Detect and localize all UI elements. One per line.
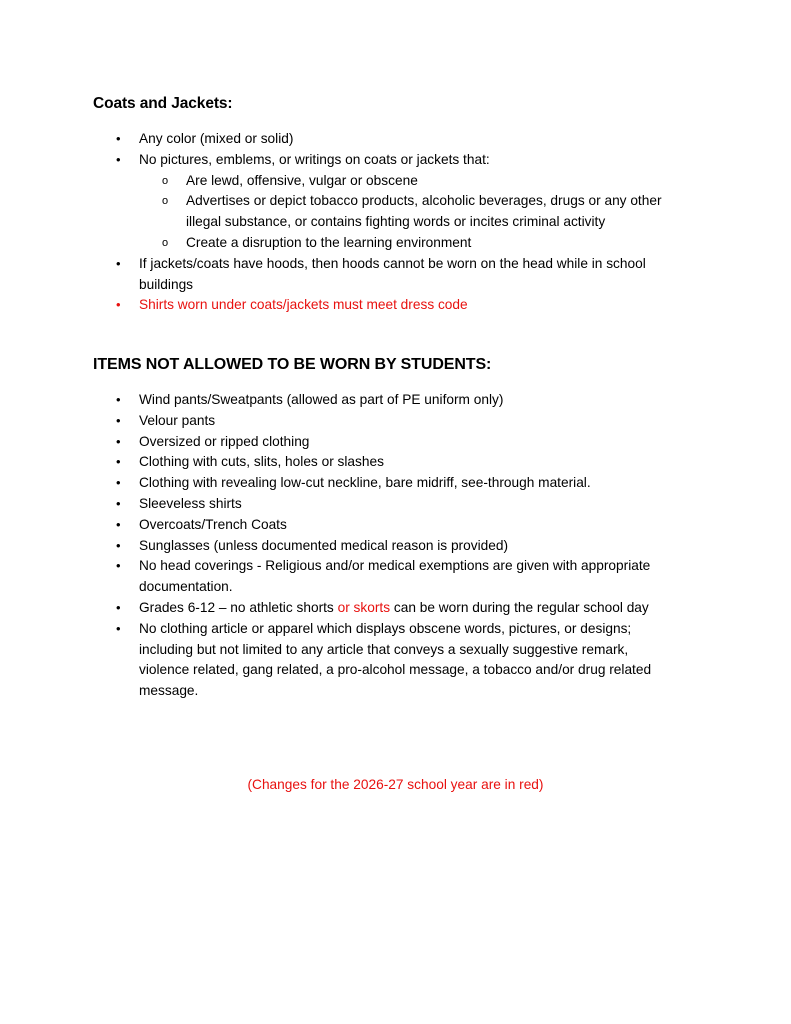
list-item — [0, 473, 791, 494]
list-item — [0, 390, 791, 411]
list-item-text-after: can be worn during the regular school day — [390, 599, 649, 615]
list-item-text: Velour pants — [139, 412, 216, 428]
changes-note-text: (Changes for the 2026-27 school year are in red) — [247, 777, 544, 792]
list-item-text: Overcoats/Trench Coats — [139, 516, 287, 532]
list-item-text: Oversized or ripped clothing — [139, 433, 310, 449]
hollow-bullet-icon: o — [162, 236, 169, 249]
bullet-icon: • — [116, 599, 121, 615]
list-item — [0, 452, 791, 473]
items-not-allowed-list — [0, 390, 791, 702]
list-item-text: If jackets/coats have hoods, then hoods cannot be worn on the head while in school buildings — [139, 255, 646, 292]
bullet-icon: • — [116, 454, 121, 470]
bullet-icon: • — [116, 620, 121, 636]
list-item-text: Sleeveless shirts — [139, 495, 242, 511]
hollow-bullet-icon: o — [162, 174, 169, 187]
list-item-text: Clothing with cuts, slits, holes or slashes — [139, 454, 384, 470]
items-not-allowed-heading: ITEMS NOT ALLOWED TO BE WORN BY STUDENTS: — [93, 356, 492, 373]
bullet-icon: • — [116, 495, 121, 511]
list-item-text-changed: or skorts — [337, 599, 391, 615]
list-item-text: Any color (mixed or solid) — [139, 131, 294, 146]
list-item-text: No pictures, emblems, or writings on coats or jackets that: — [139, 151, 490, 167]
list-item-text: Are lewd, offensive, vulgar or obscene — [186, 172, 418, 188]
list-item-text: Sunglasses (unless documented medical reason is provided) — [139, 537, 509, 553]
list-item-text-before: Grades 6-12 – no athletic shorts — [139, 599, 338, 615]
bullet-icon: • — [116, 297, 121, 313]
coats-jackets-list — [0, 129, 791, 316]
list-item — [0, 129, 791, 150]
bullet-icon: • — [116, 412, 121, 428]
list-item — [0, 556, 791, 598]
sub-list-item — [0, 233, 791, 254]
list-item — [0, 598, 791, 619]
bullet-icon: • — [116, 255, 121, 271]
coats-jackets-heading: Coats and Jackets: — [93, 95, 233, 112]
bullet-icon: • — [116, 131, 121, 146]
bullet-icon: • — [116, 433, 121, 449]
list-item-text: No clothing article or apparel which displays obscene words, pictures, or designs; including but not limited to any article that conveys a sexually suggestive remark, violence related, gang related, a pro-alcohol message, a tobacco and/or drug related message. — [139, 620, 652, 699]
list-item — [0, 515, 791, 536]
bullet-icon: • — [116, 151, 121, 167]
list-item — [0, 619, 791, 702]
list-item — [0, 254, 791, 296]
bullet-icon: • — [116, 475, 121, 491]
list-item-text: Wind pants/Sweatpants (allowed as part of PE uniform only) — [139, 392, 504, 407]
bullet-icon: • — [116, 392, 121, 407]
changes-note — [0, 777, 791, 792]
list-item-text: Create a disruption to the learning environment — [186, 234, 472, 250]
bullet-icon: • — [116, 537, 121, 553]
list-item — [0, 150, 791, 171]
list-item — [0, 411, 791, 432]
list-item-text: Advertises or depict tobacco products, alcoholic beverages, drugs or any other illegal substance, or contains fighting words or incites criminal activity — [186, 193, 662, 230]
list-item-text: Shirts worn under coats/jackets must meet dress code — [139, 297, 468, 313]
list-item-text: No head coverings - Religious and/or medical exemptions are given with appropriate documentation. — [139, 558, 651, 595]
list-item — [0, 494, 791, 515]
list-item-text: Clothing with revealing low-cut neckline, bare midriff, see-through material. — [139, 475, 591, 491]
list-item — [0, 432, 791, 453]
hollow-bullet-icon: o — [162, 195, 169, 208]
bullet-icon: • — [116, 558, 121, 574]
list-item-changed — [0, 295, 791, 316]
sub-list-item — [0, 191, 791, 233]
list-item — [0, 536, 791, 557]
sub-list-item — [0, 171, 791, 192]
bullet-icon: • — [116, 516, 121, 532]
